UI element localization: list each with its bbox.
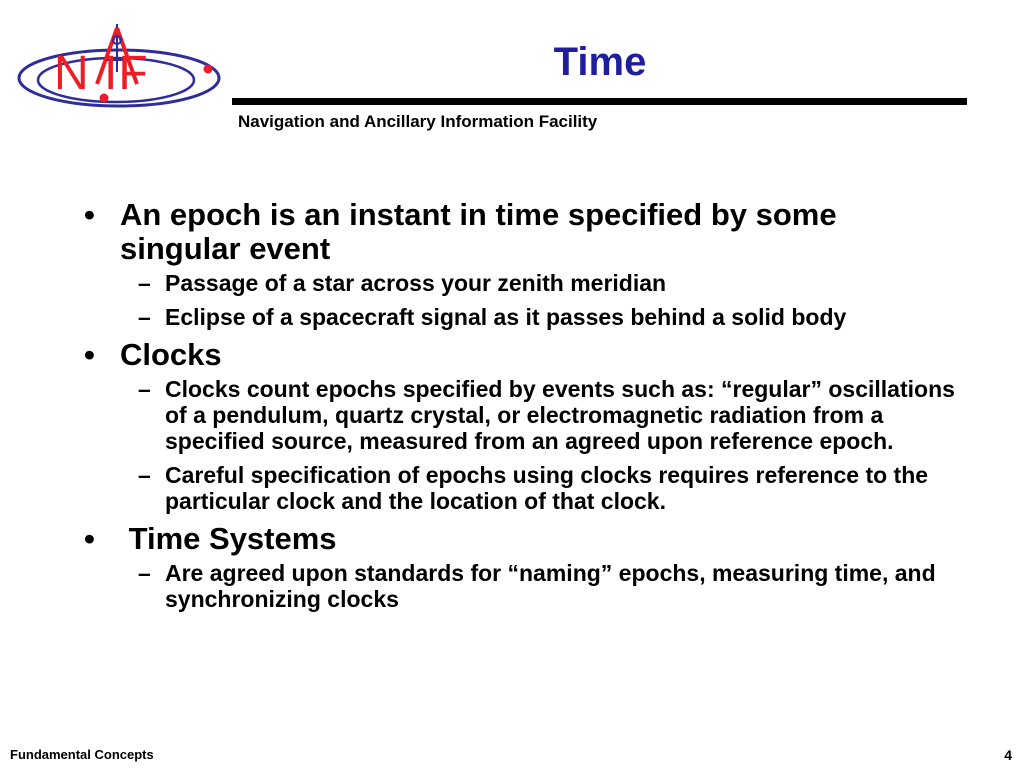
naif-logo bbox=[14, 22, 229, 112]
subitem-clocks-count bbox=[84, 376, 964, 454]
bullet-item-epoch bbox=[84, 198, 964, 266]
naif-logo-text: N IF bbox=[54, 47, 149, 100]
footer-section-label: Fundamental Concepts bbox=[10, 747, 154, 762]
dash-symbol: – bbox=[138, 304, 151, 330]
subitem-standards bbox=[84, 560, 964, 612]
subitem-text: Are agreed upon standards for “naming” epochs, measuring time, and synchronizing clocks bbox=[165, 560, 936, 612]
bullet-item-clocks bbox=[84, 338, 964, 372]
bullet-symbol: • bbox=[84, 197, 95, 232]
dash-symbol: – bbox=[138, 376, 151, 402]
page-title: Time bbox=[553, 40, 647, 84]
slide-body bbox=[84, 198, 964, 620]
header-rule bbox=[232, 98, 967, 105]
bullet-text: Time Systems bbox=[120, 521, 337, 556]
subitem-star-passage bbox=[84, 270, 964, 296]
bullet-text: Clocks bbox=[120, 337, 222, 372]
dash-symbol: – bbox=[138, 560, 151, 586]
bullet-text: An epoch is an instant in time specified by some singular event bbox=[120, 197, 837, 266]
subitem-text: Careful specification of epochs using clocks requires reference to the particular clock and the location of that clock. bbox=[165, 462, 929, 514]
dash-symbol: – bbox=[138, 462, 151, 488]
header-subtitle: Navigation and Ancillary Information Facility bbox=[238, 112, 598, 131]
page-number: 4 bbox=[1004, 747, 1012, 763]
planet-dot-right bbox=[204, 65, 213, 74]
subitem-careful-spec bbox=[84, 462, 964, 514]
bullet-item-time-systems bbox=[84, 522, 964, 556]
dash-symbol: – bbox=[138, 270, 151, 296]
bullet-symbol: • bbox=[84, 521, 95, 556]
subitem-text: Eclipse of a spacecraft signal as it passes behind a solid body bbox=[165, 304, 847, 330]
subitem-text: Passage of a star across your zenith meridian bbox=[165, 270, 667, 296]
subitem-eclipse bbox=[84, 304, 964, 330]
subitem-text: Clocks count epochs specified by events such as: “regular” oscillations of a pendulum, quartz crystal, or electromagnetic radiation from a specified source, measured from an agreed upon reference epoch. bbox=[165, 376, 955, 454]
bullet-symbol: • bbox=[84, 337, 95, 372]
